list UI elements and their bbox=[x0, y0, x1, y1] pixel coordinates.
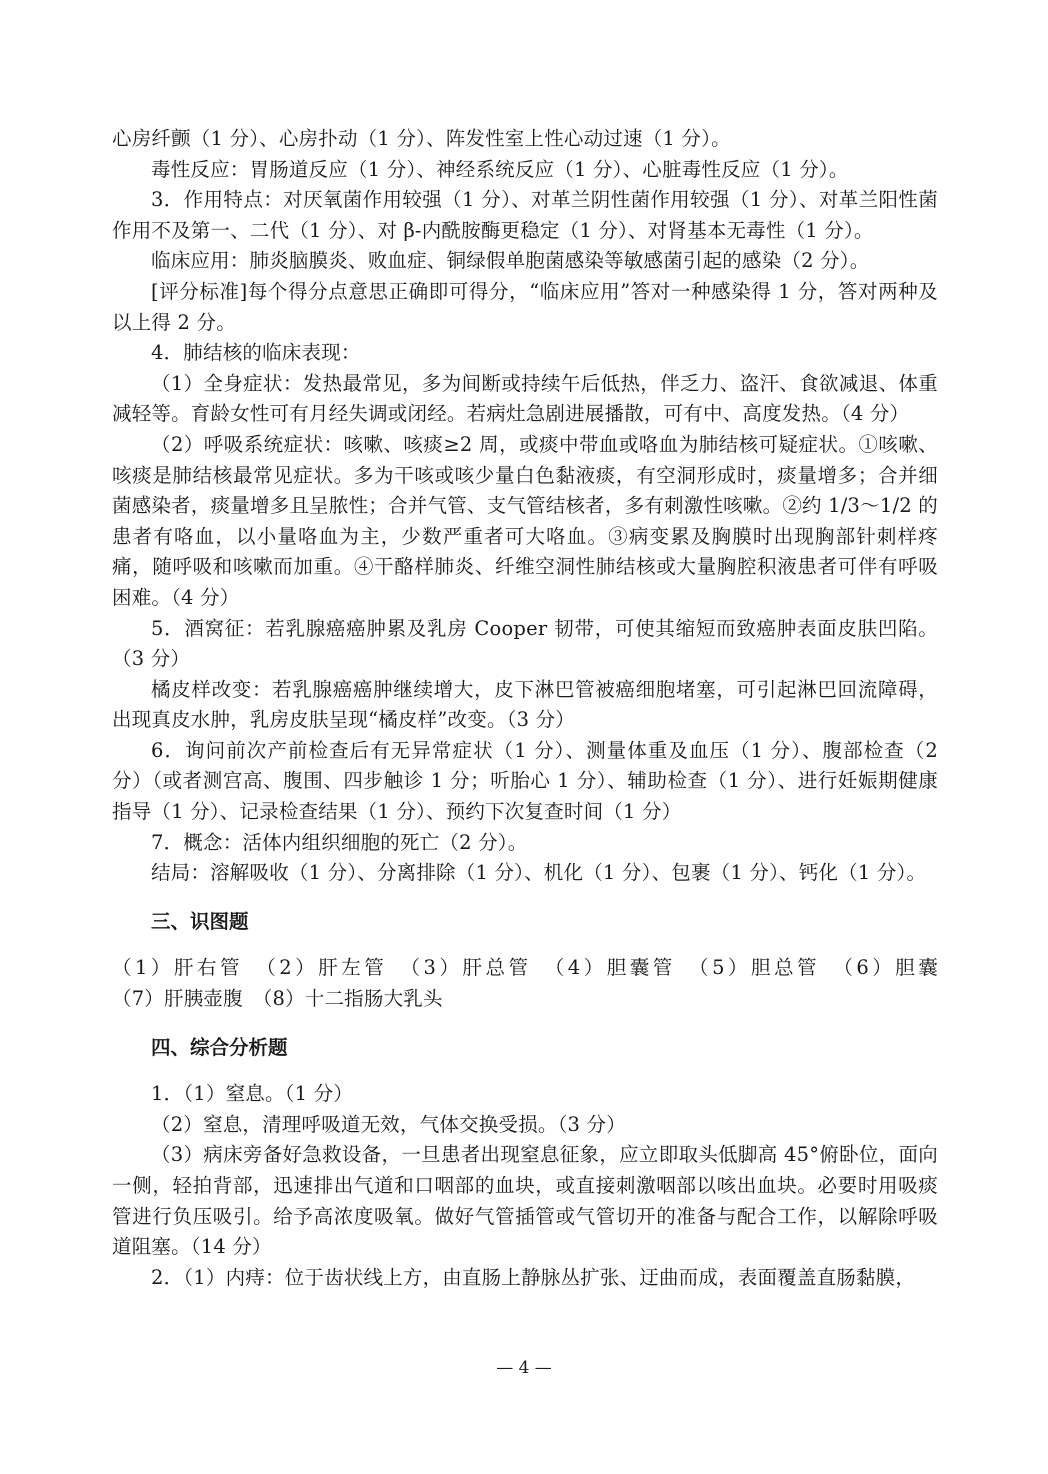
document-body bbox=[112, 124, 938, 1293]
answer-paragraph: 5．酒窝征：若乳腺癌癌肿累及乳房 Cooper 韧带，可使其缩短而致癌肿表面皮肤凹陷。（3 分） bbox=[112, 616, 938, 671]
spacer bbox=[112, 1063, 938, 1079]
answer-paragraph: 心房纤颤（1 分）、心房扑动（1 分）、阵发性室上性心动过速（1 分）。 bbox=[112, 127, 731, 150]
spacer bbox=[112, 889, 938, 907]
answer-paragraph: 2．（1）内痔：位于齿状线上方，由直肠上静脉丛扩张、迂曲而成，表面覆盖直肠黏膜， bbox=[151, 1265, 916, 1289]
figure-answers-line: （1）肝右管 （2）肝左管 （3）肝总管 （4）胆囊管 （5）胆总管 （6）胆囊 bbox=[112, 956, 938, 980]
spacer bbox=[112, 1015, 938, 1033]
page-number: — 4 — bbox=[496, 1358, 552, 1378]
answer-paragraph: 4．肺结核的临床表现： bbox=[151, 341, 361, 365]
answer-paragraph: （2）窒息，清理呼吸道无效，气体交换受损。（3 分） bbox=[151, 1112, 626, 1136]
answer-paragraph: 结局：溶解吸收（1 分）、分离排除（1 分）、机化（1 分）、包裹（1 分）、钙化（1 分）。 bbox=[151, 861, 927, 885]
answer-paragraph: （2）呼吸系统症状：咳嗽、咳痰≥2 周，或痰中带血或咯血为肺结核可疑症状。①咳嗽、咳痰是肺结核最常见症状。多为干咳或咳少量白色黏液痰，有空洞形成时，痰量增多；合并细菌感染者，痰量增多且呈脓性；合并气管、支气管结核者，多有刺激性咳嗽。②约 1/3～1/2 的患者有咯血，以小量咯血为主，少数严重者可大咯血。③病变累及胸膜时出现胸部针刺样疼痛，随呼吸和咳嗽而加重。④干酪样肺炎、纤维空洞性肺结核或大量胸腔积液患者可伴有呼吸困难。（4 分） bbox=[112, 432, 938, 609]
spacer bbox=[112, 937, 938, 953]
answer-paragraph: 橘皮样改变：若乳腺癌癌肿继续增大，皮下淋巴管被癌细胞堵塞，可引起淋巴回流障碍，出现真皮水肿，乳房皮肤呈现“橘皮样”改变。（3 分） bbox=[112, 677, 938, 732]
answer-paragraph: 毒性反应：胃肠道反应（1 分）、神经系统反应（1 分）、心脏毒性反应（1 分）。 bbox=[151, 157, 849, 181]
answer-paragraph: （1）全身症状：发热最常见，多为间断或持续午后低热，伴乏力、盗汗、食欲减退、体重减轻等。育龄女性可有月经失调或闭经。若病灶急剧进展播散，可有中、高度发热。（4 分） bbox=[112, 371, 938, 426]
answer-paragraph: （3）病床旁备好急救设备，一旦患者出现窒息征象，应立即取头低脚高 45°俯卧位，面向一侧，轻拍背部，迅速排出气道和口咽部的血块，或直接刺激咽部以咳出血块。必要时用吸痰管进行负压吸引。给予高浓度吸氧。做好气管插管或气管切开的准备与配合工作，以解除呼吸道阻塞。（14 分） bbox=[112, 1143, 938, 1259]
answer-paragraph: 临床应用：肺炎脑膜炎、败血症、铜绿假单胞菌感染等敏感菌引起的感染（2 分）。 bbox=[151, 249, 870, 273]
answer-paragraph: 6．询问前次产前检查后有无异常症状（1 分）、测量体重及血压（1 分）、腹部检查（2 分）（或者测宫高、腹围、四步触诊 1 分；听胎心 1 分）、辅助检查（1 分）、进行妊娠期健康指导（1 分）、记录检查结果（1 分）、预约下次复查时间（1 分） bbox=[112, 738, 938, 824]
answer-paragraph: 1．（1）窒息。（1 分） bbox=[151, 1082, 354, 1106]
scoring-note-paragraph: [评分标准]每个得分点意思正确即可得分，“临床应用”答对一种感染得 1 分，答对两种及以上得 2 分。 bbox=[112, 279, 938, 334]
answer-paragraph: 7．概念：活体内组织细胞的死亡（2 分）。 bbox=[151, 830, 528, 854]
section-heading-figure-recognition: 三、识图题 bbox=[151, 909, 249, 933]
section-heading-comprehensive-analysis: 四、综合分析题 bbox=[151, 1035, 288, 1059]
figure-answers-line: （7）肝胰壶腹 （8）十二指肠大乳头 bbox=[112, 987, 443, 1011]
answer-paragraph: 3．作用特点：对厌氧菌作用较强（1 分）、对革兰阴性菌作用较强（1 分）、对革兰阳性菌作用不及第一、二代（1 分）、对 β-内酰胺酶更稳定（1 分）、对肾基本无毒性（1 分）。 bbox=[112, 188, 938, 242]
